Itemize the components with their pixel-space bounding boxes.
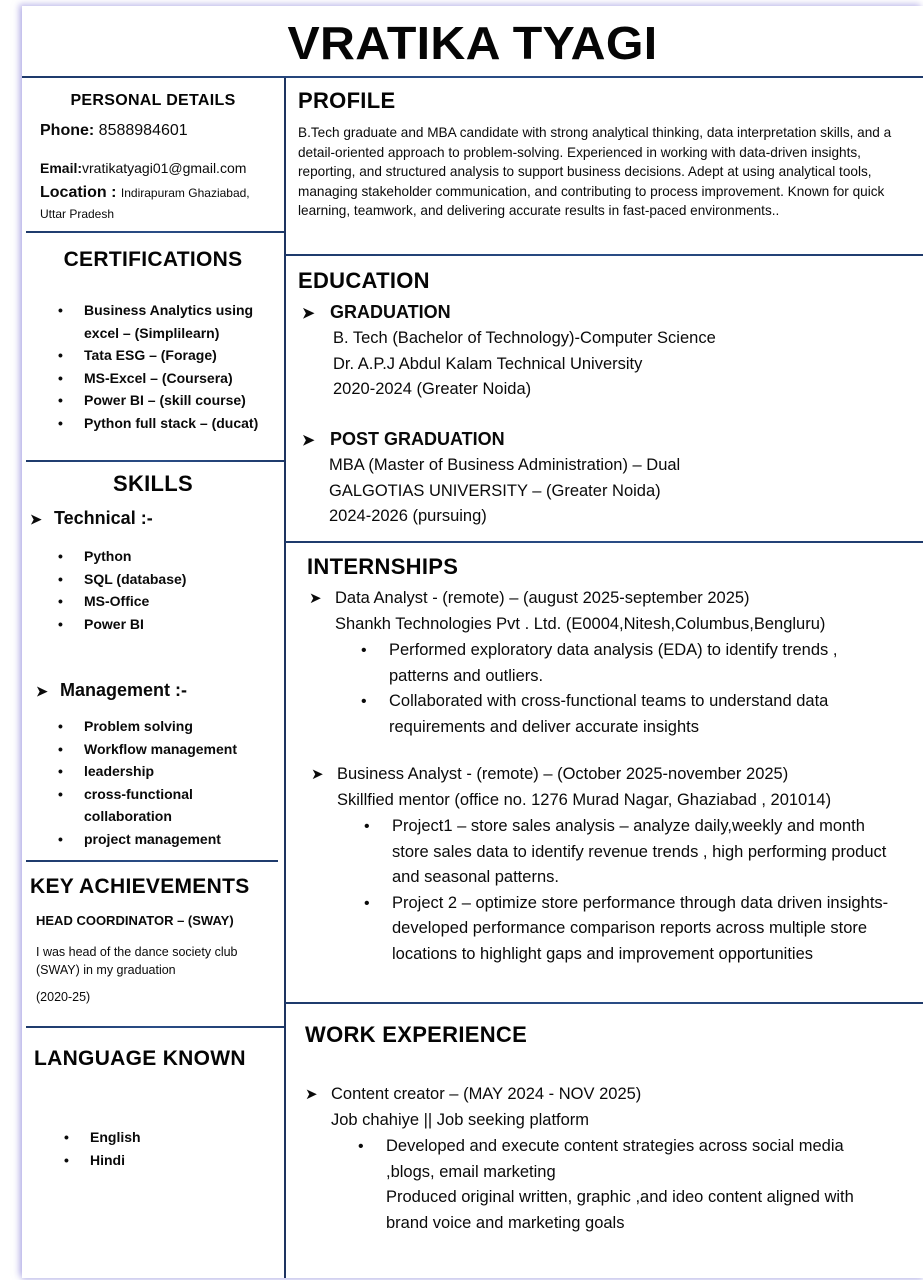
internship-points <box>361 638 881 740</box>
internship-title-row <box>309 586 909 612</box>
left-divider-4 <box>26 1026 284 1028</box>
management-skills-heading <box>36 680 187 701</box>
email-value[interactable]: vratikatyagi01@gmail.com <box>82 160 247 176</box>
left-divider-3 <box>26 860 278 862</box>
graduation-institution: Dr. A.P.J Abdul Kalam Technical University <box>333 354 643 373</box>
post-graduation-details <box>329 453 680 530</box>
list-item: • MS-Office <box>58 590 278 613</box>
arrowhead-bullet-icon: ➤ <box>30 511 42 527</box>
graduation-heading <box>302 302 451 323</box>
list-item: • leadership <box>58 760 278 783</box>
right-divider-2 <box>285 541 923 543</box>
right-divider-3 <box>285 1002 923 1004</box>
languages-list <box>64 1126 284 1171</box>
work-title: Content creator – (MAY 2024 - NOV 2025) <box>331 1085 642 1103</box>
list-item: • SQL (database) <box>58 568 278 591</box>
arrowhead-bullet-icon: ➤ <box>302 432 315 449</box>
work-title-row <box>305 1082 905 1108</box>
left-divider-1 <box>26 231 284 233</box>
phone-value: 8588984601 <box>98 122 188 139</box>
internship-company: Shankh Technologies Pvt . Ltd. (E0004,Nitesh,Columbus,Bengluru) <box>335 614 826 633</box>
list-item: • Python full stack – (ducat) <box>58 412 278 435</box>
list-item: • Workflow management <box>58 738 278 761</box>
list-item: • Hindi <box>64 1149 284 1172</box>
work-points <box>358 1134 878 1236</box>
phone-row <box>40 122 188 140</box>
technical-skills-list <box>58 545 278 635</box>
list-item: • Developed and execute content strategies across social media ,blogs, email marketing <box>358 1134 878 1185</box>
technical-label: Technical :- <box>54 508 153 528</box>
list-item: • Problem solving <box>58 715 278 738</box>
profile-heading: PROFILE <box>298 88 396 113</box>
skills-heading: SKILLS <box>112 471 194 496</box>
list-item: • Power BI – (skill course) <box>58 389 278 412</box>
list-item: • English <box>64 1126 284 1149</box>
graduation-label: GRADUATION <box>330 302 451 322</box>
post-graduation-degree: MBA (Master of Business Administration) – Dual <box>329 456 681 474</box>
post-graduation-heading <box>302 429 505 450</box>
internship-entry <box>311 762 911 967</box>
post-graduation-institution: GALGOTIAS UNIVERSITY – (Greater Noida) <box>329 481 661 500</box>
list-item: • Project 2 – optimize store performance through data driven insights-developed performance comparison reports across multiple store locations to highlight gaps and improvement opportunities <box>364 891 894 968</box>
education-heading: EDUCATION <box>298 268 430 293</box>
location-line2: Uttar Pradesh <box>40 207 115 221</box>
list-item: • Collaborated with cross-functional teams to understand data requirements and deliver accurate insights <box>361 689 881 740</box>
profile-text: B.Tech graduate and MBA candidate with strong analytical thinking, data interpretation skills, and a detail-oriented approach to problem-solving. Experienced in working with data-driven insights, reporting, and structured analysis to support business decisions. Adept at using analytical tools, managing stakeholder communication, and contributing to process improvement. Known for quick learning, teamwork, and delivering accurate results in fast-paced environments.. <box>298 125 892 219</box>
arrowhead-bullet-icon: ➤ <box>36 683 48 699</box>
achievement-description: I was head of the dance society club (SWAY) in my graduation <box>36 945 238 977</box>
internship-company: Skillfied mentor (office no. 1276 Murad Nagar, Ghaziabad , 201014) <box>337 790 832 809</box>
management-label: Management :- <box>60 680 188 700</box>
list-item: • Business Analytics using excel – (Simplilearn) <box>58 299 278 344</box>
list-item: • Tata ESG – (Forage) <box>58 344 278 367</box>
languages-heading: LANGUAGE KNOWN <box>34 1047 246 1070</box>
arrowhead-bullet-icon: ➤ <box>302 305 315 322</box>
graduation-degree: B. Tech (Bachelor of Technology)-Computer Science <box>333 329 716 347</box>
list-item: • Python <box>58 545 278 568</box>
list-item: • Project1 – store sales analysis – analyze daily,weekly and month store sales data to identify revenue trends , high performing product and seasonal patterns. <box>364 814 894 891</box>
personal-details-heading: PERSONAL DETAILS <box>70 92 236 109</box>
work-company: Job chahiye || Job seeking platform <box>331 1110 590 1129</box>
location-label: Location : <box>40 184 117 201</box>
internship-title-row <box>311 762 911 788</box>
technical-skills-heading <box>30 508 153 529</box>
achievement-period: (2020-25) <box>36 990 91 1004</box>
phone-label: Phone: <box>40 122 95 139</box>
list-item: • project management <box>58 828 278 851</box>
internship-entry <box>309 586 909 740</box>
work-experience-heading: WORK EXPERIENCE <box>305 1022 528 1047</box>
email-label: Email: <box>40 160 83 176</box>
list-item: • Power BI <box>58 613 278 636</box>
internship-title: Data Analyst - (remote) – (august 2025-september 2025) <box>335 589 750 607</box>
internship-title: Business Analyst - (remote) – (October 2025-november 2025) <box>337 765 789 783</box>
list-item: • cross-functional collaboration <box>58 783 278 828</box>
arrowhead-bullet-icon: ➤ <box>309 590 322 607</box>
right-divider-1 <box>285 254 923 256</box>
title-divider <box>22 76 923 78</box>
graduation-details <box>333 326 716 403</box>
email-row <box>40 160 246 176</box>
left-divider-2 <box>26 460 284 462</box>
arrowhead-bullet-icon: ➤ <box>305 1086 318 1103</box>
achievement-title: HEAD COORDINATOR – (SWAY) <box>36 913 234 928</box>
location-line1: Indirapuram Ghaziabad, <box>120 186 250 200</box>
list-item: • Performed exploratory data analysis (EDA) to identify trends , patterns and outliers. <box>361 638 881 689</box>
certifications-heading: CERTIFICATIONS <box>63 248 243 271</box>
management-skills-list <box>58 715 278 850</box>
location-row <box>40 184 250 202</box>
post-graduation-period: 2024-2026 (pursuing) <box>329 507 487 525</box>
certifications-list <box>58 299 278 434</box>
internships-heading: INTERNSHIPS <box>307 554 459 579</box>
internship-points <box>364 814 894 967</box>
list-item-continuation: Produced original written, graphic ,and ideo content aligned with brand voice and marketing goals <box>386 1188 854 1232</box>
arrowhead-bullet-icon: ➤ <box>311 766 324 783</box>
achievements-heading: KEY ACHIEVEMENTS <box>30 875 250 898</box>
work-entry <box>305 1082 905 1236</box>
candidate-name: VRATIKA TYAGI <box>287 17 658 69</box>
list-item: • MS-Excel – (Coursera) <box>58 367 278 390</box>
column-divider <box>284 78 286 1278</box>
post-graduation-label: POST GRADUATION <box>330 429 505 449</box>
graduation-period: 2020-2024 (Greater Noida) <box>333 380 532 398</box>
